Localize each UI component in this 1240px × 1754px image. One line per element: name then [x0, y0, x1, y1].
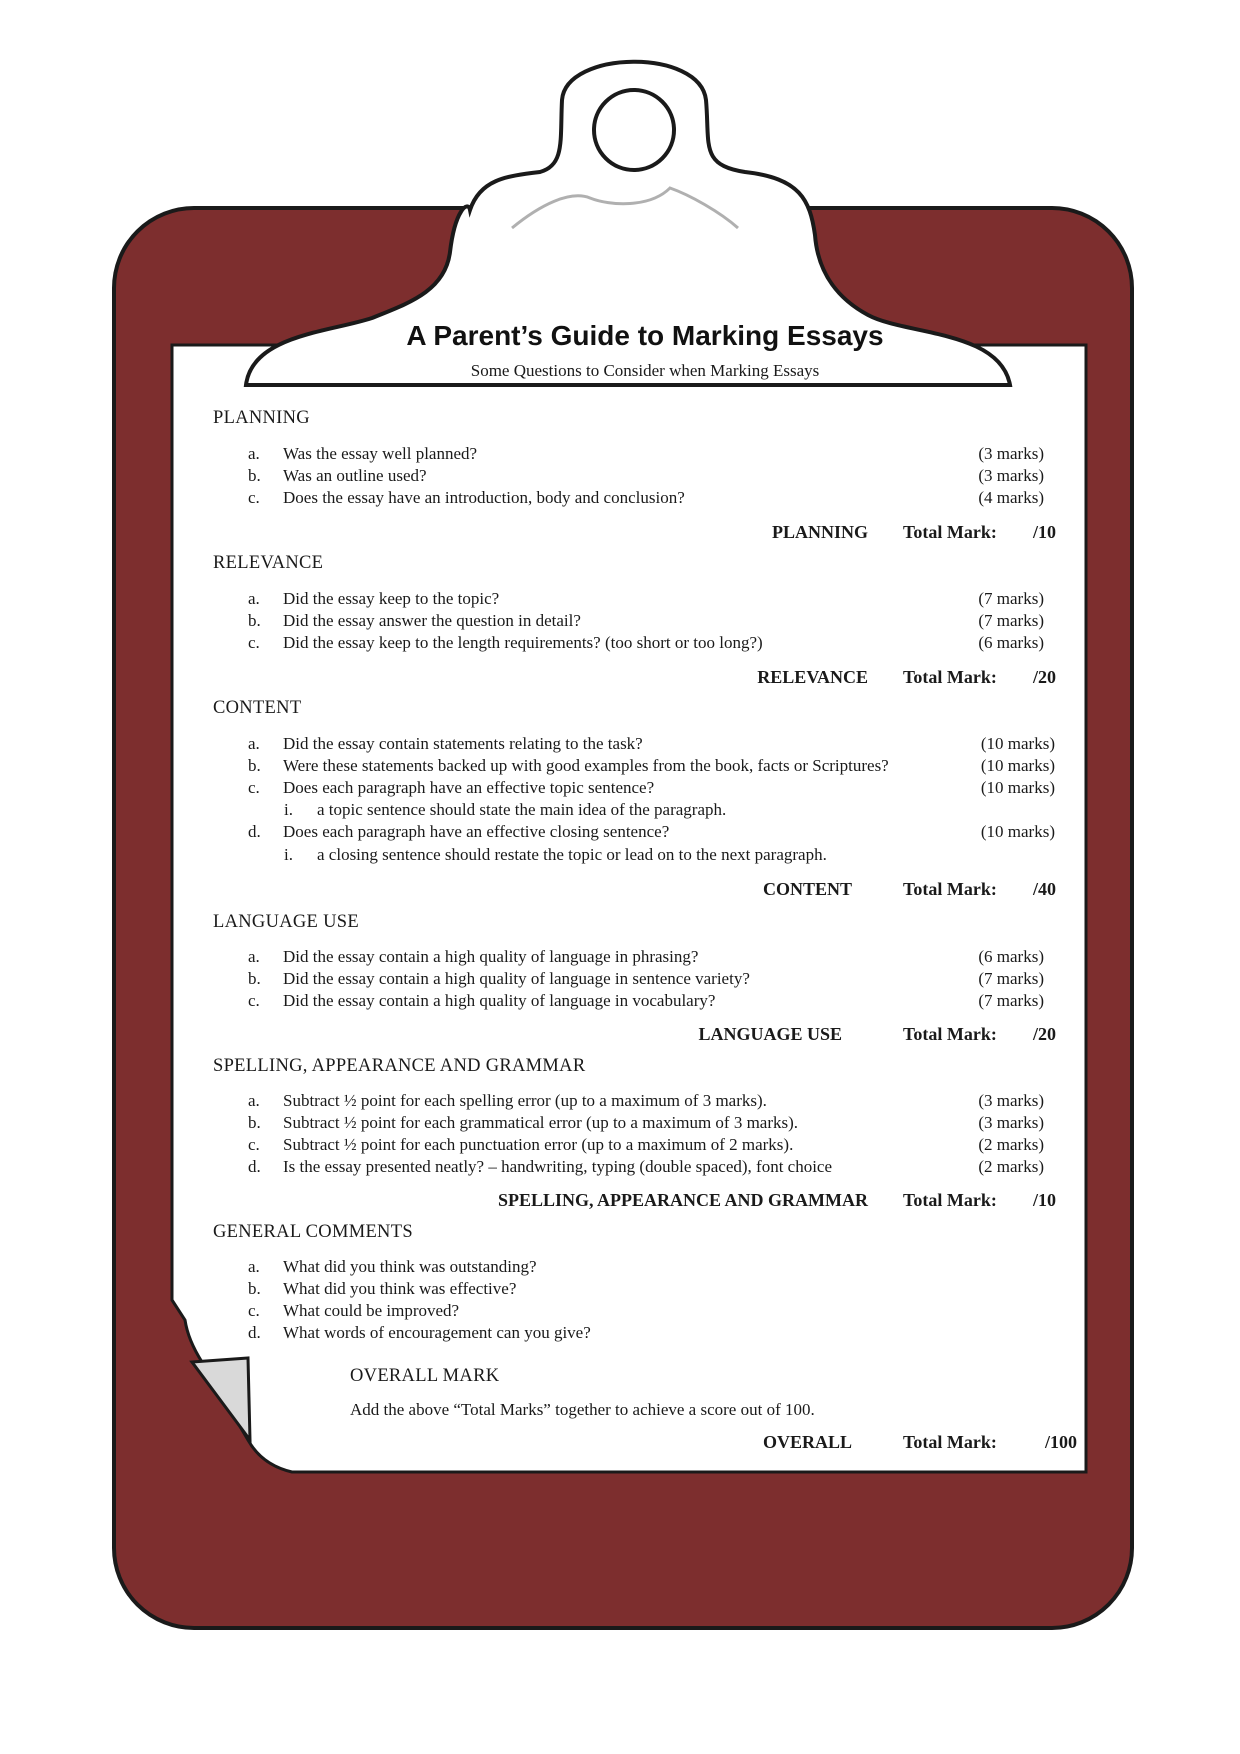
item-text: Does each paragraph have an effective closing sentence? [283, 822, 670, 841]
item-letter: a. [248, 734, 260, 753]
subitem-letter: i. [284, 845, 293, 864]
item-text: Did the essay keep to the topic? [283, 589, 500, 608]
item-letter: b. [248, 756, 261, 775]
item-marks: (3 marks) [978, 444, 1044, 463]
item-marks: (7 marks) [978, 969, 1044, 988]
total-mark-label: Total Mark: [903, 1432, 997, 1452]
item-letter: a. [248, 589, 260, 608]
total-mark-label: Total Mark: [903, 522, 997, 542]
item-marks: (6 marks) [978, 947, 1044, 966]
item-marks: (3 marks) [978, 1113, 1044, 1132]
section-heading-relevance: RELEVANCE [213, 553, 324, 573]
total-mark-denominator: /20 [1033, 667, 1057, 687]
section-heading-content: CONTENT [213, 698, 302, 718]
section-heading-planning: PLANNING [213, 408, 310, 428]
item-marks: (6 marks) [978, 633, 1044, 652]
item-marks: (10 marks) [980, 756, 1055, 775]
item-marks: (10 marks) [980, 822, 1055, 841]
section-heading-general-comments: GENERAL COMMENTS [213, 1222, 413, 1242]
total-mark-label: Total Mark: [903, 1024, 997, 1044]
section-total-label: CONTENT [762, 879, 852, 899]
item-text: What did you think was outstanding? [283, 1257, 537, 1276]
item-text: Did the essay contain statements relating to the task? [283, 734, 643, 753]
item-text: Subtract ½ point for each spelling error (up to a maximum of 3 marks). [283, 1091, 767, 1110]
section-total-label: SPELLING, APPEARANCE AND GRAMMAR [497, 1190, 868, 1210]
page-subtitle: Some Questions to Consider when Marking Essays [470, 361, 820, 380]
item-text: What words of encouragement can you give? [283, 1323, 591, 1342]
item-letter: a. [248, 1091, 260, 1110]
item-marks: (2 marks) [978, 1157, 1044, 1176]
item-marks: (10 marks) [980, 734, 1055, 753]
subitem-letter: i. [284, 800, 293, 819]
item-marks: (7 marks) [978, 589, 1044, 608]
item-marks: (2 marks) [978, 1135, 1044, 1154]
item-letter: a. [248, 1257, 260, 1276]
item-text: Did the essay contain a high quality of language in vocabulary? [283, 991, 716, 1010]
section-heading-language-use: LANGUAGE USE [213, 912, 359, 932]
item-marks: (3 marks) [978, 466, 1044, 485]
item-letter: c. [248, 778, 260, 797]
item-letter: c. [248, 488, 260, 507]
total-mark-denominator: /40 [1033, 879, 1057, 899]
section-total-label: OVERALL [762, 1432, 852, 1452]
item-letter: a. [248, 947, 260, 966]
item-letter: b. [248, 1113, 261, 1132]
item-letter: c. [248, 633, 260, 652]
section-heading-overall: OVERALL MARK [350, 1366, 500, 1386]
item-letter: c. [248, 1135, 260, 1154]
total-mark-denominator: /100 [1045, 1432, 1078, 1452]
total-mark-denominator: /20 [1033, 1024, 1057, 1044]
item-letter: d. [248, 1323, 261, 1342]
item-text: What could be improved? [283, 1301, 460, 1320]
item-letter: b. [248, 1279, 261, 1298]
item-text: Did the essay answer the question in detail? [283, 611, 581, 630]
item-text: Did the essay contain a high quality of language in sentence variety? [283, 969, 750, 988]
total-mark-denominator: /10 [1033, 1190, 1057, 1210]
section-total-label: LANGUAGE USE [698, 1024, 842, 1044]
item-letter: c. [248, 1301, 260, 1320]
total-mark-label: Total Mark: [903, 667, 997, 687]
section-heading-spelling: SPELLING, APPEARANCE AND GRAMMAR [213, 1056, 586, 1076]
total-mark-label: Total Mark: [903, 879, 997, 899]
item-text: Did the essay contain a high quality of language in phrasing? [283, 947, 699, 966]
item-marks: (7 marks) [978, 991, 1044, 1010]
item-marks: (7 marks) [978, 611, 1044, 630]
section-total-label: RELEVANCE [757, 667, 868, 687]
subitem-text: a closing sentence should restate the topic or lead on to the next paragraph. [317, 845, 827, 864]
item-letter: b. [248, 466, 261, 485]
item-marks: (10 marks) [980, 778, 1055, 797]
item-text: Subtract ½ point for each grammatical error (up to a maximum of 3 marks). [283, 1113, 799, 1132]
item-text: Was the essay well planned? [283, 444, 478, 463]
item-text: Does each paragraph have an effective topic sentence? [283, 778, 655, 797]
total-mark-label: Total Mark: [903, 1190, 997, 1210]
total-mark-denominator: /10 [1033, 522, 1057, 542]
item-text: Subtract ½ point for each punctuation error (up to a maximum of 2 marks). [283, 1135, 794, 1154]
item-text: Were these statements backed up with good examples from the book, facts or Scriptures? [283, 756, 889, 775]
overall-note: Add the above “Total Marks” together to achieve a score out of 100. [350, 1400, 815, 1419]
item-letter: c. [248, 991, 260, 1010]
subitem-text: a topic sentence should state the main idea of the paragraph. [317, 800, 727, 819]
item-letter: a. [248, 444, 260, 463]
item-letter: d. [248, 1157, 261, 1176]
item-text: Did the essay keep to the length requirements? (too short or too long?) [283, 633, 763, 652]
item-marks: (3 marks) [978, 1091, 1044, 1110]
item-letter: b. [248, 611, 261, 630]
item-text: Does the essay have an introduction, body and conclusion? [283, 488, 685, 507]
item-text: What did you think was effective? [283, 1279, 517, 1298]
page-title: A Parent’s Guide to Marking Essays [406, 320, 884, 351]
item-text: Is the essay presented neatly? – handwriting, typing (double spaced), font choice [283, 1157, 833, 1176]
item-letter: b. [248, 969, 261, 988]
item-marks: (4 marks) [978, 488, 1044, 507]
item-letter: d. [248, 822, 261, 841]
item-text: Was an outline used? [283, 466, 427, 485]
section-total-label: PLANNING [771, 522, 868, 542]
